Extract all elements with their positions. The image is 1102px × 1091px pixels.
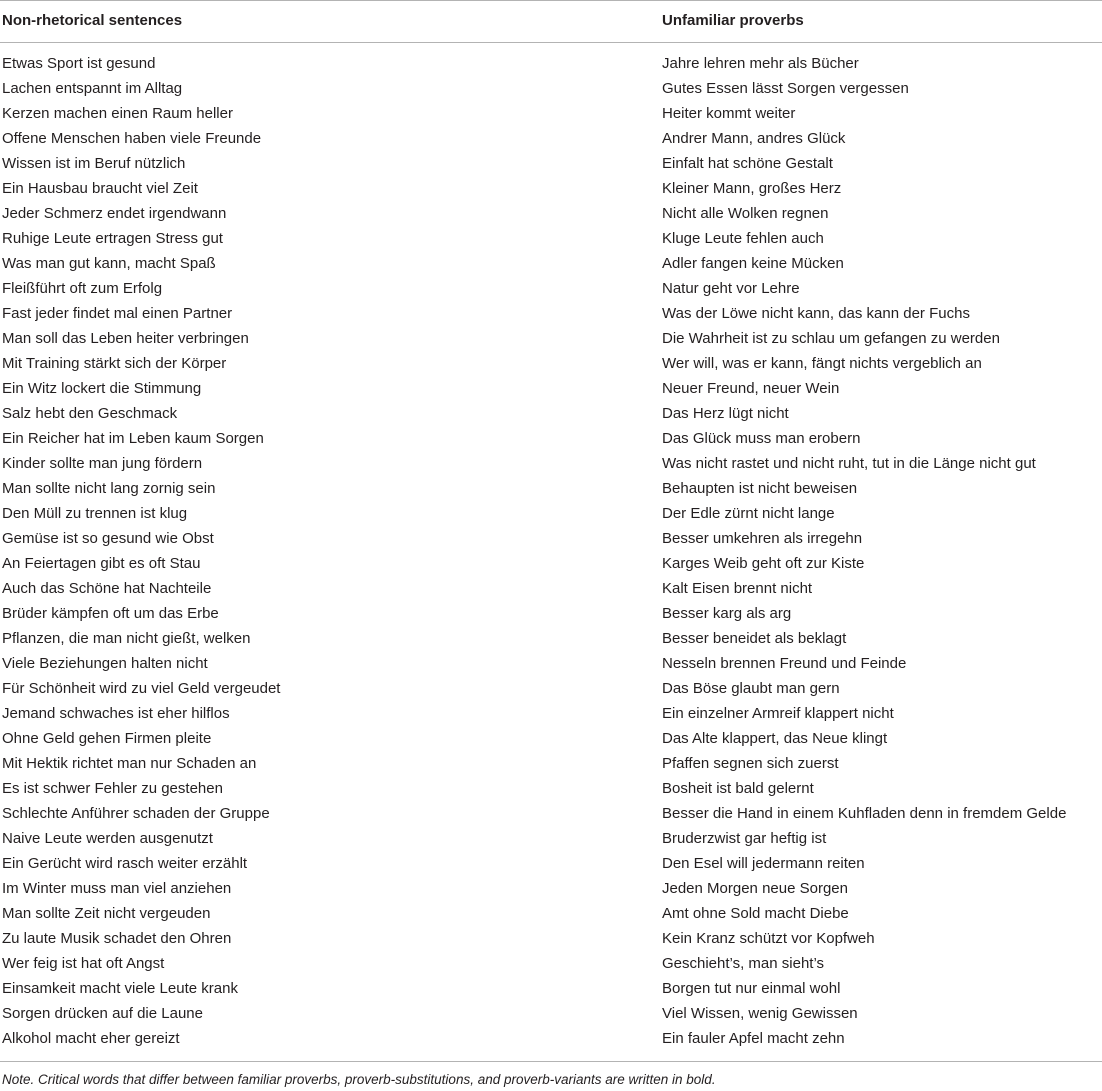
table-row <box>0 651 1102 676</box>
table-bottom-rule <box>0 1061 1102 1062</box>
unfamiliar-proverb-cell: Die Wahrheit ist zu schlau um gefangen zu werden <box>662 330 1000 347</box>
unfamiliar-proverb-cell: Heiter kommt weiter <box>662 105 796 122</box>
table-header-rule <box>0 42 1102 43</box>
unfamiliar-proverb-cell: Borgen tut nur einmal wohl <box>662 980 841 997</box>
unfamiliar-proverb-cell: Das Glück muss man erobern <box>662 430 861 447</box>
unfamiliar-proverb-cell: Behaupten ist nicht beweisen <box>662 480 858 497</box>
table-row <box>0 776 1102 801</box>
table-row <box>0 426 1102 451</box>
non-rhetorical-sentence-cell: Pflanzen, die man nicht gießt, welken <box>2 630 251 647</box>
unfamiliar-proverb-cell: Natur geht vor Lehre <box>662 280 800 297</box>
non-rhetorical-sentence-cell: Ein Gerücht wird rasch weiter erzählt <box>2 855 248 872</box>
unfamiliar-proverb-cell: Besser umkehren als irregehn <box>662 530 863 547</box>
unfamiliar-proverb-cell: Nicht alle Wolken regnen <box>662 205 829 222</box>
non-rhetorical-sentence-cell: Etwas Sport ist gesund <box>2 55 156 72</box>
unfamiliar-proverb-cell: Kalt Eisen brennt nicht <box>662 580 813 597</box>
unfamiliar-proverb-cell: Besser karg als arg <box>662 605 792 622</box>
table-row <box>0 551 1102 576</box>
table-row <box>0 626 1102 651</box>
table-row <box>0 76 1102 101</box>
non-rhetorical-sentence-cell: Kinder sollte man jung fördern <box>2 455 203 472</box>
table-row <box>0 126 1102 151</box>
table-row <box>0 51 1102 76</box>
column-header-non-rhetorical: Non-rhetorical sentences <box>2 12 183 29</box>
table-row <box>0 676 1102 701</box>
unfamiliar-proverb-cell: Kleiner Mann, großes Herz <box>662 180 842 197</box>
table-row <box>0 201 1102 226</box>
table-row <box>0 801 1102 826</box>
unfamiliar-proverb-cell: Das Böse glaubt man gern <box>662 680 840 697</box>
unfamiliar-proverb-cell: Was nicht rastet und nicht ruht, tut in die Länge nicht gut <box>662 455 1036 472</box>
unfamiliar-proverb-cell: Viel Wissen, wenig Gewissen <box>662 1005 858 1022</box>
non-rhetorical-sentence-cell: Schlechte Anführer schaden der Gruppe <box>2 805 270 822</box>
non-rhetorical-sentence-cell: Ein Hausbau braucht viel Zeit <box>2 180 198 197</box>
unfamiliar-proverb-cell: Das Herz lügt nicht <box>662 405 789 422</box>
unfamiliar-proverb-cell: Das Alte klappert, das Neue klingt <box>662 730 888 747</box>
table-row <box>0 851 1102 876</box>
non-rhetorical-sentence-cell: Man sollte nicht lang zornig sein <box>2 480 216 497</box>
non-rhetorical-sentence-cell: Zu laute Musik schadet den Ohren <box>2 930 232 947</box>
table-row <box>0 501 1102 526</box>
table-row <box>0 901 1102 926</box>
table-note: Note. Critical words that differ between familiar proverbs, proverb-substitutions, and proverb-variants are written in bold. <box>2 1072 716 1087</box>
non-rhetorical-sentence-cell: Fast jeder findet mal einen Partner <box>2 305 233 322</box>
non-rhetorical-sentence-cell: Mit Training stärkt sich der Körper <box>2 355 227 372</box>
non-rhetorical-sentence-cell: Auch das Schöne hat Nachteile <box>2 580 212 597</box>
column-header-unfamiliar-proverbs: Unfamiliar proverbs <box>662 12 804 29</box>
unfamiliar-proverb-cell: Jahre lehren mehr als Bücher <box>662 55 859 72</box>
non-rhetorical-sentence-cell: Gemüse ist so gesund wie Obst <box>2 530 214 547</box>
non-rhetorical-sentence-cell: Den Müll zu trennen ist klug <box>2 505 188 522</box>
table-row <box>0 576 1102 601</box>
table-row <box>0 951 1102 976</box>
non-rhetorical-sentence-cell: Viele Beziehungen halten nicht <box>2 655 208 672</box>
table-row <box>0 1026 1102 1051</box>
non-rhetorical-sentence-cell: An Feiertagen gibt es oft Stau <box>2 555 201 572</box>
non-rhetorical-sentence-cell: Offene Menschen haben viele Freunde <box>2 130 262 147</box>
non-rhetorical-sentence-cell: Ruhige Leute ertragen Stress gut <box>2 230 223 247</box>
unfamiliar-proverb-cell: Kein Kranz schützt vor Kopfweh <box>662 930 875 947</box>
non-rhetorical-sentence-cell: Lachen entspannt im Alltag <box>2 80 183 97</box>
unfamiliar-proverb-cell: Nesseln brennen Freund und Feinde <box>662 655 907 672</box>
unfamiliar-proverb-cell: Neuer Freund, neuer Wein <box>662 380 840 397</box>
unfamiliar-proverb-cell: Gutes Essen lässt Sorgen vergessen <box>662 80 909 97</box>
table-row <box>0 401 1102 426</box>
table-row <box>0 251 1102 276</box>
table-header-row <box>0 9 1102 33</box>
non-rhetorical-sentence-cell: Es ist schwer Fehler zu gestehen <box>2 780 223 797</box>
non-rhetorical-sentence-cell: Jeder Schmerz endet irgendwann <box>2 205 227 222</box>
non-rhetorical-sentence-cell: Ohne Geld gehen Firmen pleite <box>2 730 212 747</box>
unfamiliar-proverb-cell: Was der Löwe nicht kann, das kann der Fuchs <box>662 305 970 322</box>
unfamiliar-proverb-cell: Bruderzwist gar heftig ist <box>662 830 827 847</box>
non-rhetorical-sentence-cell: Im Winter muss man viel anziehen <box>2 880 232 897</box>
non-rhetorical-sentence-cell: Man sollte Zeit nicht vergeuden <box>2 905 211 922</box>
unfamiliar-proverb-cell: Wer will, was er kann, fängt nichts vergeblich an <box>662 355 982 372</box>
unfamiliar-proverb-cell: Geschieht’s, man sieht’s <box>662 955 825 972</box>
non-rhetorical-sentence-cell: Man soll das Leben heiter verbringen <box>2 330 249 347</box>
table-row <box>0 176 1102 201</box>
table-row <box>0 476 1102 501</box>
table-row <box>0 876 1102 901</box>
unfamiliar-proverb-cell: Einfalt hat schöne Gestalt <box>662 155 833 172</box>
table-row <box>0 701 1102 726</box>
non-rhetorical-sentence-cell: Brüder kämpfen oft um das Erbe <box>2 605 219 622</box>
unfamiliar-proverb-cell: Amt ohne Sold macht Diebe <box>662 905 849 922</box>
non-rhetorical-sentence-cell: Kerzen machen einen Raum heller <box>2 105 233 122</box>
non-rhetorical-sentence-cell: Naive Leute werden ausgenutzt <box>2 830 213 847</box>
unfamiliar-proverb-cell: Der Edle zürnt nicht lange <box>662 505 835 522</box>
unfamiliar-proverb-cell: Kluge Leute fehlen auch <box>662 230 824 247</box>
unfamiliar-proverb-cell: Adler fangen keine Mücken <box>662 255 844 272</box>
table-row <box>0 926 1102 951</box>
table-row <box>0 151 1102 176</box>
non-rhetorical-sentence-cell: Mit Hektik richtet man nur Schaden an <box>2 755 257 772</box>
table-row <box>0 226 1102 251</box>
table-row <box>0 276 1102 301</box>
non-rhetorical-sentence-cell: Einsamkeit macht viele Leute krank <box>2 980 238 997</box>
table-row <box>0 351 1102 376</box>
unfamiliar-proverb-cell: Besser beneidet als beklagt <box>662 630 847 647</box>
unfamiliar-proverb-cell: Bosheit ist bald gelernt <box>662 780 814 797</box>
non-rhetorical-sentence-cell: Sorgen drücken auf die Laune <box>2 1005 203 1022</box>
table-row <box>0 326 1102 351</box>
table-row <box>0 976 1102 1001</box>
table-row <box>0 376 1102 401</box>
unfamiliar-proverb-cell: Andrer Mann, andres Glück <box>662 130 846 147</box>
unfamiliar-proverb-cell: Jeden Morgen neue Sorgen <box>662 880 848 897</box>
unfamiliar-proverb-cell: Besser die Hand in einem Kuhfladen denn in fremdem Gelde <box>662 805 1067 822</box>
unfamiliar-proverb-cell: Pfaffen segnen sich zuerst <box>662 755 839 772</box>
table-body <box>0 51 1102 1051</box>
unfamiliar-proverb-cell: Karges Weib geht oft zur Kiste <box>662 555 865 572</box>
non-rhetorical-sentence-cell: Alkohol macht eher gereizt <box>2 1030 180 1047</box>
table-row <box>0 526 1102 551</box>
non-rhetorical-sentence-cell: Ein Reicher hat im Leben kaum Sorgen <box>2 430 264 447</box>
non-rhetorical-sentence-cell: Wissen ist im Beruf nützlich <box>2 155 186 172</box>
non-rhetorical-sentence-cell: Für Schönheit wird zu viel Geld vergeudet <box>2 680 281 697</box>
non-rhetorical-sentence-cell: Fleißführt oft zum Erfolg <box>2 280 163 297</box>
non-rhetorical-sentence-cell: Ein Witz lockert die Stimmung <box>2 380 202 397</box>
unfamiliar-proverb-cell: Den Esel will jedermann reiten <box>662 855 865 872</box>
table-row <box>0 1001 1102 1026</box>
non-rhetorical-sentence-cell: Was man gut kann, macht Spaß <box>2 255 216 272</box>
table-top-rule <box>0 0 1102 1</box>
non-rhetorical-sentence-cell: Salz hebt den Geschmack <box>2 405 178 422</box>
table-row <box>0 751 1102 776</box>
non-rhetorical-sentence-cell: Wer feig ist hat oft Angst <box>2 955 165 972</box>
table-row <box>0 451 1102 476</box>
non-rhetorical-sentence-cell: Jemand schwaches ist eher hilflos <box>2 705 230 722</box>
unfamiliar-proverb-cell: Ein fauler Apfel macht zehn <box>662 1030 845 1047</box>
table-row <box>0 301 1102 326</box>
table-row <box>0 826 1102 851</box>
unfamiliar-proverb-cell: Ein einzelner Armreif klappert nicht <box>662 705 894 722</box>
table-row <box>0 601 1102 626</box>
table-row <box>0 101 1102 126</box>
table-row <box>0 726 1102 751</box>
